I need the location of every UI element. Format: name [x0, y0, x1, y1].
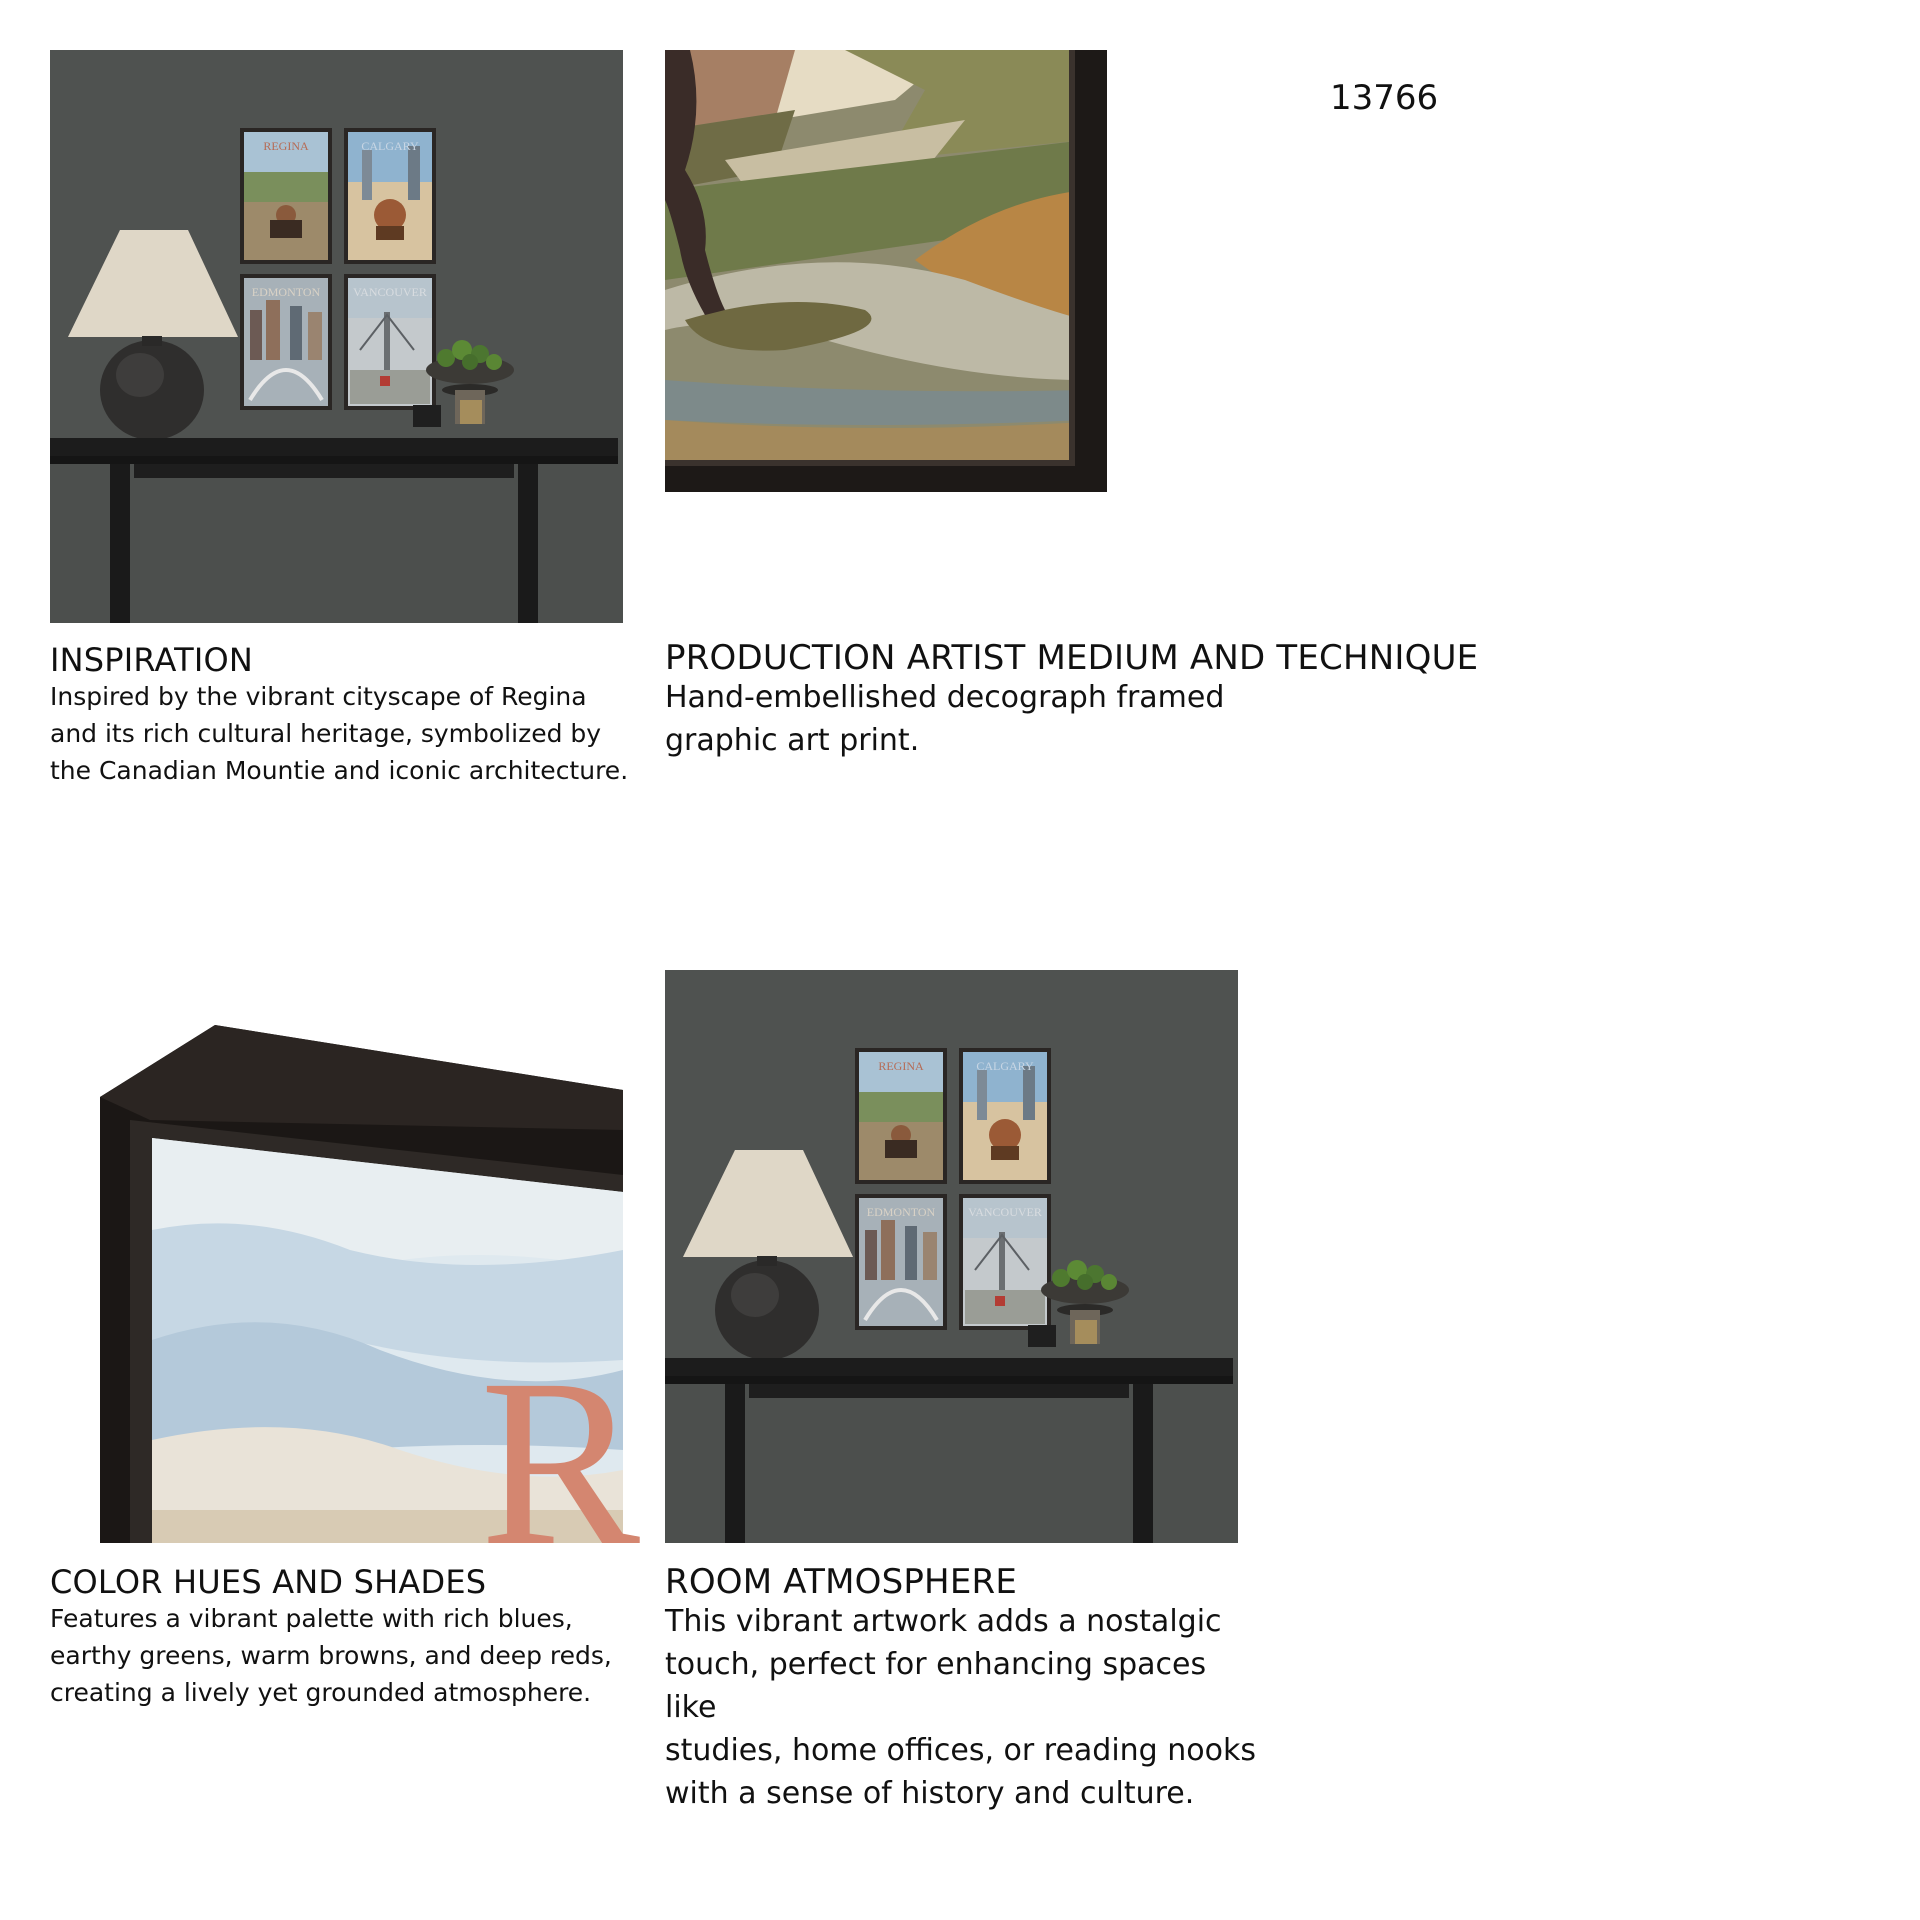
color-line: earthy greens, warm browns, and deep reds, [50, 1641, 612, 1670]
color-line: creating a lively yet grounded atmosphere. [50, 1678, 592, 1707]
room-line: This vibrant artwork adds a nostalgic [665, 1604, 1222, 1639]
artwork-closeup-illustration [665, 50, 1107, 492]
production-heading: PRODUCTION ARTIST MEDIUM AND TECHNIQUE [665, 638, 1479, 678]
poster-regina [240, 128, 332, 264]
frame-letter: R [480, 1329, 641, 1595]
poster-title: CALGARY [361, 139, 419, 153]
room-line: studies, home offices, or reading nooks [665, 1733, 1256, 1768]
color-heading: COLOR HUES AND SHADES [50, 1563, 487, 1601]
poster-calgary [344, 128, 436, 264]
poster-title: CALGARY [976, 1059, 1034, 1073]
inspiration-line: Inspired by the vibrant cityscape of Regina [50, 682, 587, 711]
poster-title: REGINA [263, 139, 309, 153]
inspiration-line: the Canadian Mountie and iconic architecture. [50, 756, 629, 785]
color-line: Features a vibrant palette with rich blues, [50, 1604, 573, 1633]
room-photo-atmosphere [665, 970, 1238, 1543]
production-line: graphic art print. [665, 723, 920, 758]
room-scene-illustration [665, 970, 1238, 1543]
poster-vancouver [959, 1194, 1051, 1330]
inspiration-body [50, 678, 640, 789]
poster-title: VANCOUVER [353, 285, 427, 299]
room-line: with a sense of history and culture. [665, 1776, 1195, 1811]
poster-title: EDMONTON [251, 285, 321, 299]
production-body [665, 676, 1225, 762]
inspiration-heading: INSPIRATION [50, 641, 254, 679]
artwork-detail-photo [665, 50, 1107, 492]
poster-calgary [959, 1048, 1051, 1184]
room-scene-illustration [50, 50, 623, 623]
poster-title: VANCOUVER [968, 1205, 1042, 1219]
room-line: touch, perfect for enhancing spaces like [665, 1647, 1207, 1725]
poster-edmonton [855, 1194, 947, 1330]
room-heading: ROOM ATMOSPHERE [665, 1562, 1018, 1602]
poster-title: REGINA [878, 1059, 924, 1073]
poster-vancouver [344, 274, 436, 410]
poster-edmonton [240, 274, 332, 410]
inspiration-line: and its rich cultural heritage, symbolized by [50, 719, 602, 748]
poster-title: EDMONTON [866, 1205, 936, 1219]
production-line: Hand-embellished decograph framed [665, 680, 1225, 715]
sku-number: 13766 [1330, 78, 1439, 118]
room-body [665, 1600, 1265, 1815]
poster-regina [855, 1048, 947, 1184]
color-body [50, 1600, 640, 1711]
room-photo-inspiration [50, 50, 623, 623]
